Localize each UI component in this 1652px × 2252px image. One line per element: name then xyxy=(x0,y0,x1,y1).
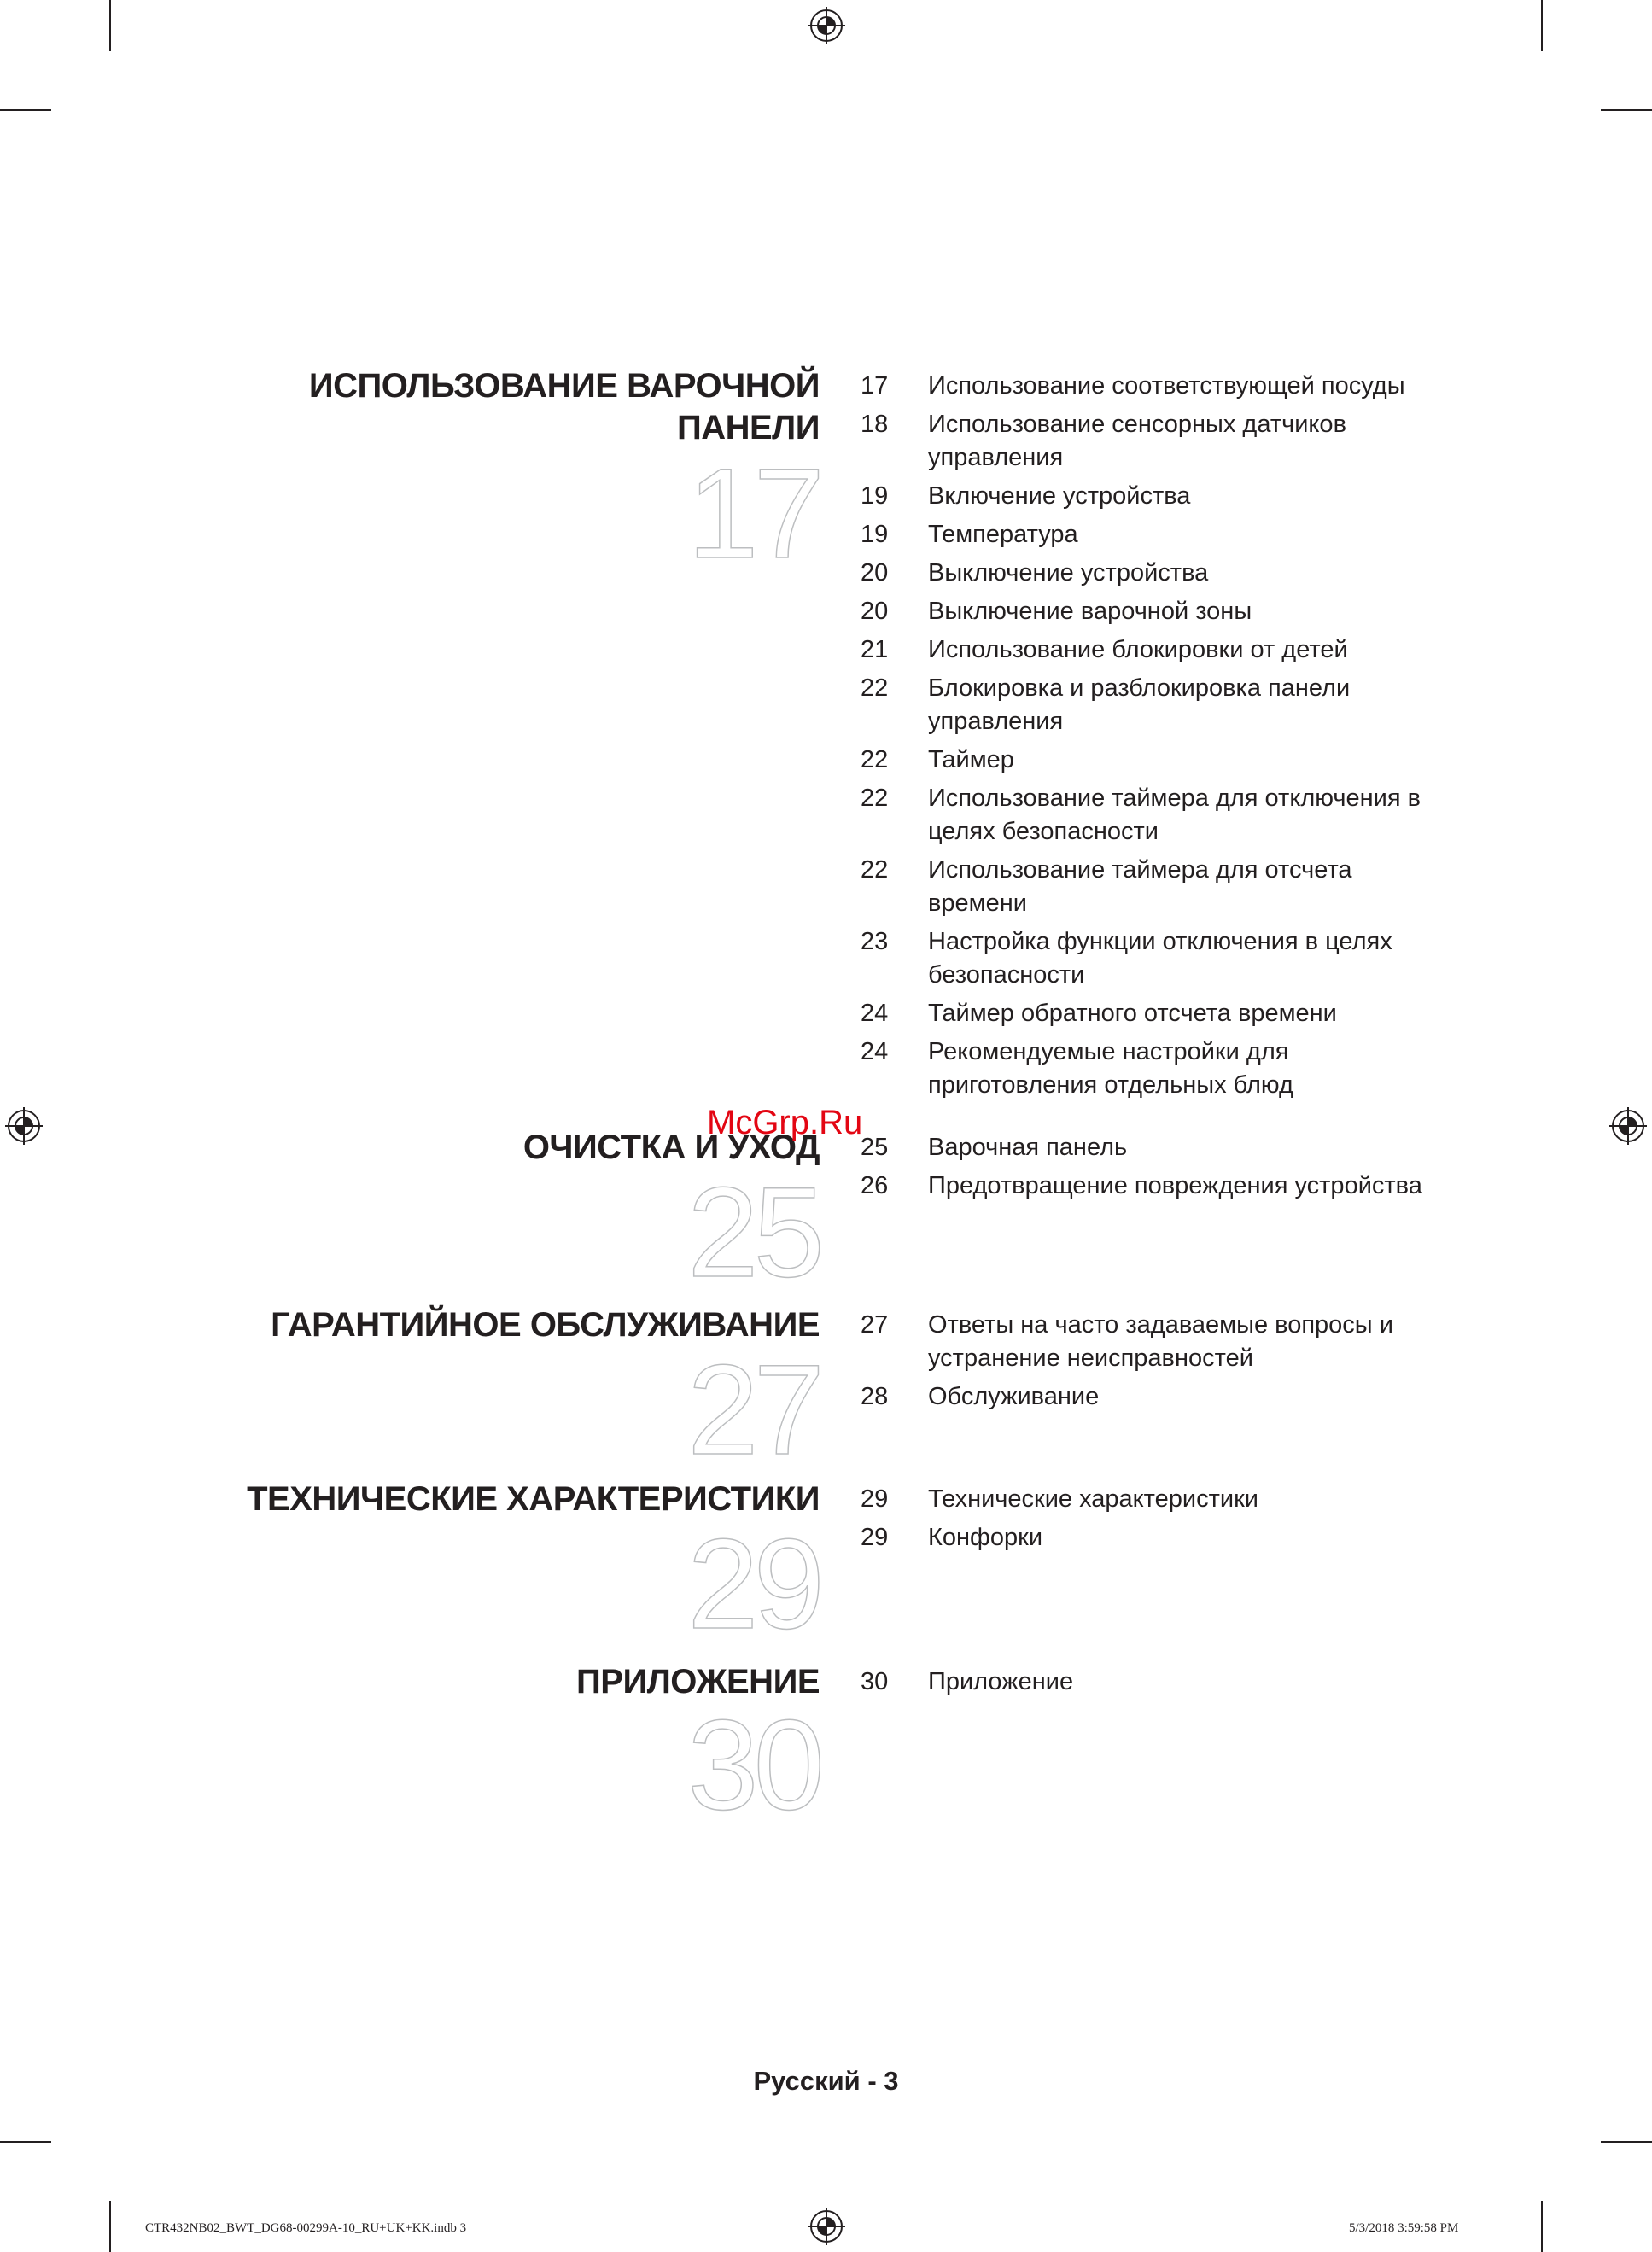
toc-entries xyxy=(861,370,1458,1107)
toc-entry[interactable] xyxy=(861,1131,1458,1164)
section-title-line: ОЧИСТКА И УХОД xyxy=(522,1129,820,1166)
toc-entry[interactable] xyxy=(861,1036,1458,1102)
toc-entry[interactable] xyxy=(861,1483,1458,1516)
toc-entries xyxy=(861,1131,1458,1208)
crop-mark-bottom-left xyxy=(109,2201,111,2252)
toc-entry-text: Использование таймера для отключения в целях безопасности xyxy=(928,785,1421,845)
toc-entry-text: Технические характеристики xyxy=(928,1485,1258,1513)
registration-mark-icon xyxy=(5,1107,43,1145)
toc-entry-page: 19 xyxy=(861,482,889,510)
toc-entry-page: 29 xyxy=(861,1485,889,1513)
toc-entry-text: Варочная панель xyxy=(928,1134,1128,1161)
toc-entry-page: 18 xyxy=(861,411,889,438)
section-title-line: ТЕХНИЧЕСКИЕ ХАРАКТЕРИСТИКИ xyxy=(247,1480,820,1518)
registration-mark-icon xyxy=(808,7,845,44)
toc-entry-text: Приложение xyxy=(928,1668,1074,1695)
toc-entry[interactable] xyxy=(861,854,1458,920)
toc-entry-text: Использование соответствующей посуды xyxy=(928,372,1405,400)
section-number: 25 xyxy=(687,1160,820,1304)
toc-entry-text: Выключение варочной зоны xyxy=(928,598,1252,625)
crop-mark-bottom-left-h xyxy=(0,2141,51,2143)
toc-entry[interactable] xyxy=(861,370,1458,403)
toc-entry-text: Блокировка и разблокировка панели управления xyxy=(928,674,1351,735)
crop-mark-bottom-right-h xyxy=(1601,2141,1652,2143)
toc-entry-text: Использование блокировки от детей xyxy=(928,636,1348,663)
toc-entry-page: 23 xyxy=(861,928,889,955)
toc-entry-text: Рекомендуемые настройки для приготовления отдельных блюд xyxy=(928,1038,1293,1099)
toc-entry-text: Использование сенсорных датчиков управления xyxy=(928,411,1346,471)
toc-entry-page: 19 xyxy=(861,521,889,548)
toc-entry[interactable] xyxy=(861,480,1458,513)
toc-entry-page: 24 xyxy=(861,1000,889,1027)
crop-mark-top-left xyxy=(109,0,111,51)
toc-entry-page: 29 xyxy=(861,1524,889,1551)
crop-mark-top-left-h xyxy=(0,109,51,111)
section-title-line: ПАНЕЛИ xyxy=(676,409,820,446)
toc-entries xyxy=(861,1309,1458,1419)
toc-entry[interactable] xyxy=(861,1666,1458,1699)
section-number: 17 xyxy=(687,441,820,585)
toc-entry[interactable] xyxy=(861,744,1458,777)
crop-mark-top-right-h xyxy=(1601,109,1652,111)
toc-entry-page: 28 xyxy=(861,1383,889,1410)
crop-mark-top-right xyxy=(1541,0,1543,51)
toc-entry[interactable] xyxy=(861,782,1458,849)
toc-entry-page: 30 xyxy=(861,1668,889,1695)
toc-entry-page: 22 xyxy=(861,674,889,702)
toc-entry[interactable] xyxy=(861,1309,1458,1375)
toc-entry-text: Конфорки xyxy=(928,1524,1043,1551)
toc-entry-page: 21 xyxy=(861,636,889,663)
watermark: McGrp.Ru xyxy=(707,1104,863,1141)
toc-entry[interactable] xyxy=(861,557,1458,590)
toc-entry-text: Таймер xyxy=(928,746,1014,773)
toc-entry-page: 27 xyxy=(861,1311,889,1339)
registration-mark-icon xyxy=(808,2208,845,2245)
toc-entry-page: 22 xyxy=(861,746,889,773)
section-number: 29 xyxy=(687,1512,820,1655)
toc-entry-text: Настройка функции отключения в целях безопасности xyxy=(928,928,1392,989)
toc-entry[interactable] xyxy=(861,518,1458,551)
toc-entry-page: 20 xyxy=(861,559,889,586)
print-slug-timestamp: 5/3/2018 3:59:58 PM xyxy=(1349,2221,1459,2235)
toc-entry-page: 22 xyxy=(861,856,889,884)
toc-entry-text: Ответы на часто задаваемые вопросы и устранение неисправностей xyxy=(928,1311,1393,1372)
toc-entry-text: Таймер обратного отсчета времени xyxy=(928,1000,1337,1027)
toc-entry[interactable] xyxy=(861,672,1458,738)
toc-entry-page: 24 xyxy=(861,1038,889,1065)
toc-entry-text: Использование таймера для отсчета времени xyxy=(928,856,1352,917)
registration-mark-icon xyxy=(1609,1107,1647,1145)
section-number: 30 xyxy=(687,1693,820,1836)
toc-entry-page: 26 xyxy=(861,1172,889,1199)
toc-entry-page: 25 xyxy=(861,1134,889,1161)
print-slug-file: CTR432NB02_BWT_DG68-00299A-10_RU+UK+KK.indb 3 xyxy=(145,2221,467,2235)
toc-entry[interactable] xyxy=(861,595,1458,628)
toc-entry[interactable] xyxy=(861,1170,1458,1203)
toc-entry-page: 20 xyxy=(861,598,889,625)
toc-entries xyxy=(861,1666,1458,1704)
crop-mark-bottom-right xyxy=(1541,2201,1543,2252)
toc-entry-text: Температура xyxy=(928,521,1078,548)
toc-entry-text: Выключение устройства xyxy=(928,559,1209,586)
toc-entry[interactable] xyxy=(861,1521,1458,1555)
section-number: 27 xyxy=(687,1338,820,1481)
toc-entry-text: Включение устройства xyxy=(928,482,1191,510)
toc-entries xyxy=(861,1483,1458,1560)
section-title-line: ИСПОЛЬЗОВАНИЕ ВАРОЧНОЙ xyxy=(308,367,820,405)
toc-entry-page: 22 xyxy=(861,785,889,812)
toc-entry[interactable] xyxy=(861,1380,1458,1414)
section-title-line: ПРИЛОЖЕНИЕ xyxy=(576,1663,820,1701)
toc-entry[interactable] xyxy=(861,633,1458,667)
toc-entry-text: Обслуживание xyxy=(928,1383,1100,1410)
toc-entry[interactable] xyxy=(861,997,1458,1030)
toc-entry[interactable] xyxy=(861,925,1458,992)
section-title xyxy=(222,365,820,449)
toc-entry[interactable] xyxy=(861,408,1458,475)
toc-entry-text: Предотвращение повреждения устройства xyxy=(928,1172,1422,1199)
toc-entry-page: 17 xyxy=(861,372,889,400)
page-footer-language: Русский - 3 xyxy=(753,2066,899,2096)
section-title-line: ГАРАНТИЙНОЕ ОБСЛУЖИВАНИЕ xyxy=(271,1306,820,1344)
